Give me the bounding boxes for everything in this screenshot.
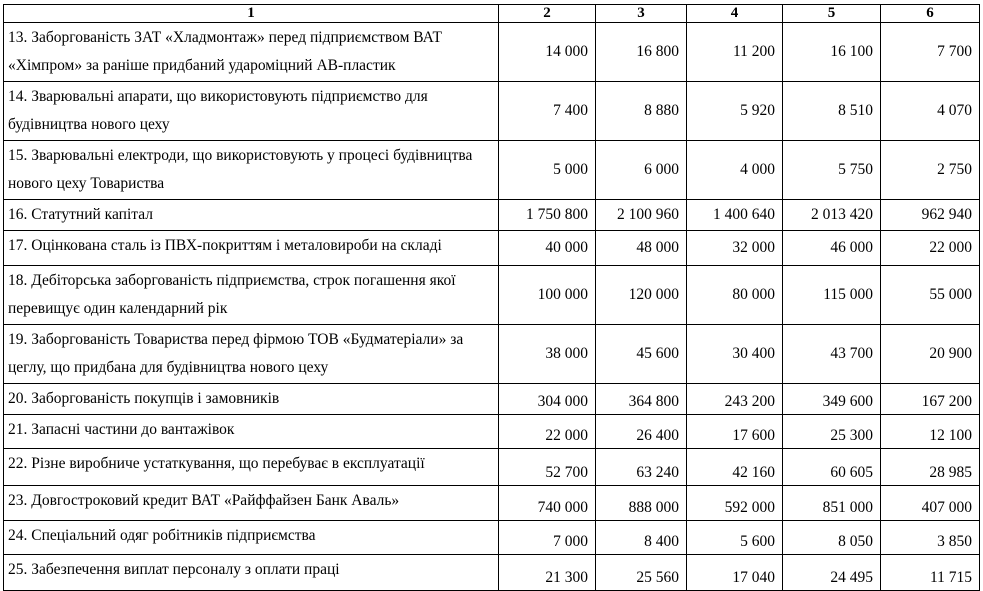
row-value-col-6: 11 715: [881, 555, 980, 591]
row-value-col-3: 16 800: [596, 23, 687, 82]
header-col-2: 2: [499, 5, 596, 23]
row-value-col-6: 7 700: [881, 23, 980, 82]
row-value-col-3: 63 240: [596, 449, 687, 486]
row-value-col-3: 25 560: [596, 555, 687, 591]
row-value-col-2: 52 700: [499, 449, 596, 486]
row-description: 15. Зварювальні електроди, що використовують у процесі будівництва нового цеху Товариства: [4, 141, 499, 200]
row-value-col-2: 22 000: [499, 415, 596, 449]
header-row: [4, 5, 980, 23]
header-col-4: 4: [687, 5, 783, 23]
row-description: 21. Запасні частини до вантажівок: [4, 415, 499, 449]
row-description: 19. Заборгованість Товариства перед фірмою ТОВ «Будматеріали» за цеглу, що придбана для будівництва нового цеху: [4, 325, 499, 384]
row-value-col-4: 5 920: [687, 82, 783, 141]
row-description: 20. Заборгованість покупців і замовників: [4, 384, 499, 415]
header-col-6: 6: [881, 5, 980, 23]
row-description: 17. Оцінкована сталь із ПВХ-покриттям і металовироби на складі: [4, 231, 499, 266]
row-value-col-5: 115 000: [783, 266, 881, 325]
row-value-col-2: 40 000: [499, 231, 596, 266]
row-value-col-6: 3 850: [881, 521, 980, 555]
row-value-col-6: 167 200: [881, 384, 980, 415]
data-table: [3, 4, 980, 591]
header-col-5: 5: [783, 5, 881, 23]
table-row: [4, 325, 980, 384]
row-description: 13. Заборгованість ЗАТ «Хладмонтаж» перед підприємством ВАТ «Хімпром» за раніше придбаний удароміцний АВ-пластик: [4, 23, 499, 82]
row-value-col-6: 28 985: [881, 449, 980, 486]
table-row: [4, 486, 980, 521]
row-value-col-5: 60 605: [783, 449, 881, 486]
row-value-col-6: 55 000: [881, 266, 980, 325]
table-header: [4, 5, 980, 23]
row-value-col-2: 1 750 800: [499, 200, 596, 231]
header-col-1: 1: [4, 5, 499, 23]
row-value-col-3: 45 600: [596, 325, 687, 384]
row-value-col-3: 48 000: [596, 231, 687, 266]
header-col-3: 3: [596, 5, 687, 23]
row-value-col-3: 2 100 960: [596, 200, 687, 231]
row-description: 25. Забезпечення виплат персоналу з оплати праці: [4, 555, 499, 591]
row-description: 22. Різне виробниче устаткування, що перебуває в експлуатації: [4, 449, 499, 486]
table-row: [4, 384, 980, 415]
row-description: 24. Спеціальний одяг робітників підприємства: [4, 521, 499, 555]
row-value-col-6: 2 750: [881, 141, 980, 200]
row-value-col-2: 740 000: [499, 486, 596, 521]
row-description: 14. Зварювальні апарати, що використовують підприємство для будівництва нового цеху: [4, 82, 499, 141]
row-value-col-6: 20 900: [881, 325, 980, 384]
row-value-col-6: 22 000: [881, 231, 980, 266]
table-row: [4, 555, 980, 591]
row-value-col-5: 16 100: [783, 23, 881, 82]
row-value-col-2: 7 000: [499, 521, 596, 555]
row-value-col-6: 12 100: [881, 415, 980, 449]
table-row: [4, 266, 980, 325]
row-value-col-2: 38 000: [499, 325, 596, 384]
row-value-col-3: 888 000: [596, 486, 687, 521]
row-value-col-5: 8 510: [783, 82, 881, 141]
row-value-col-4: 1 400 640: [687, 200, 783, 231]
row-description: 23. Довгостроковий кредит ВАТ «Райффайзен Банк Аваль»: [4, 486, 499, 521]
row-value-col-4: 17 040: [687, 555, 783, 591]
row-value-col-4: 11 200: [687, 23, 783, 82]
row-value-col-4: 80 000: [687, 266, 783, 325]
row-value-col-2: 100 000: [499, 266, 596, 325]
row-value-col-6: 407 000: [881, 486, 980, 521]
table-row: [4, 415, 980, 449]
row-value-col-5: 349 600: [783, 384, 881, 415]
row-value-col-5: 46 000: [783, 231, 881, 266]
row-value-col-5: 8 050: [783, 521, 881, 555]
table-row: [4, 141, 980, 200]
row-value-col-5: 25 300: [783, 415, 881, 449]
table-row: [4, 200, 980, 231]
row-value-col-2: 21 300: [499, 555, 596, 591]
table-row: [4, 521, 980, 555]
row-value-col-4: 30 400: [687, 325, 783, 384]
table-row: [4, 82, 980, 141]
row-value-col-6: 962 940: [881, 200, 980, 231]
table-row: [4, 231, 980, 266]
row-value-col-5: 2 013 420: [783, 200, 881, 231]
row-value-col-4: 592 000: [687, 486, 783, 521]
row-value-col-3: 364 800: [596, 384, 687, 415]
row-description: 18. Дебіторська заборгованість підприємства, строк погашення якої перевищує один календарний рік: [4, 266, 499, 325]
row-value-col-4: 17 600: [687, 415, 783, 449]
row-value-col-6: 4 070: [881, 82, 980, 141]
row-value-col-5: 5 750: [783, 141, 881, 200]
row-value-col-2: 14 000: [499, 23, 596, 82]
row-description: 16. Статутний капітал: [4, 200, 499, 231]
row-value-col-2: 304 000: [499, 384, 596, 415]
table-body: [4, 23, 980, 591]
table-row: [4, 449, 980, 486]
row-value-col-4: 243 200: [687, 384, 783, 415]
row-value-col-3: 6 000: [596, 141, 687, 200]
row-value-col-5: 24 495: [783, 555, 881, 591]
row-value-col-3: 26 400: [596, 415, 687, 449]
row-value-col-3: 120 000: [596, 266, 687, 325]
row-value-col-3: 8 400: [596, 521, 687, 555]
row-value-col-2: 7 400: [499, 82, 596, 141]
row-value-col-4: 5 600: [687, 521, 783, 555]
row-value-col-4: 32 000: [687, 231, 783, 266]
row-value-col-4: 42 160: [687, 449, 783, 486]
row-value-col-5: 851 000: [783, 486, 881, 521]
table-row: [4, 23, 980, 82]
row-value-col-3: 8 880: [596, 82, 687, 141]
row-value-col-5: 43 700: [783, 325, 881, 384]
row-value-col-2: 5 000: [499, 141, 596, 200]
row-value-col-4: 4 000: [687, 141, 783, 200]
